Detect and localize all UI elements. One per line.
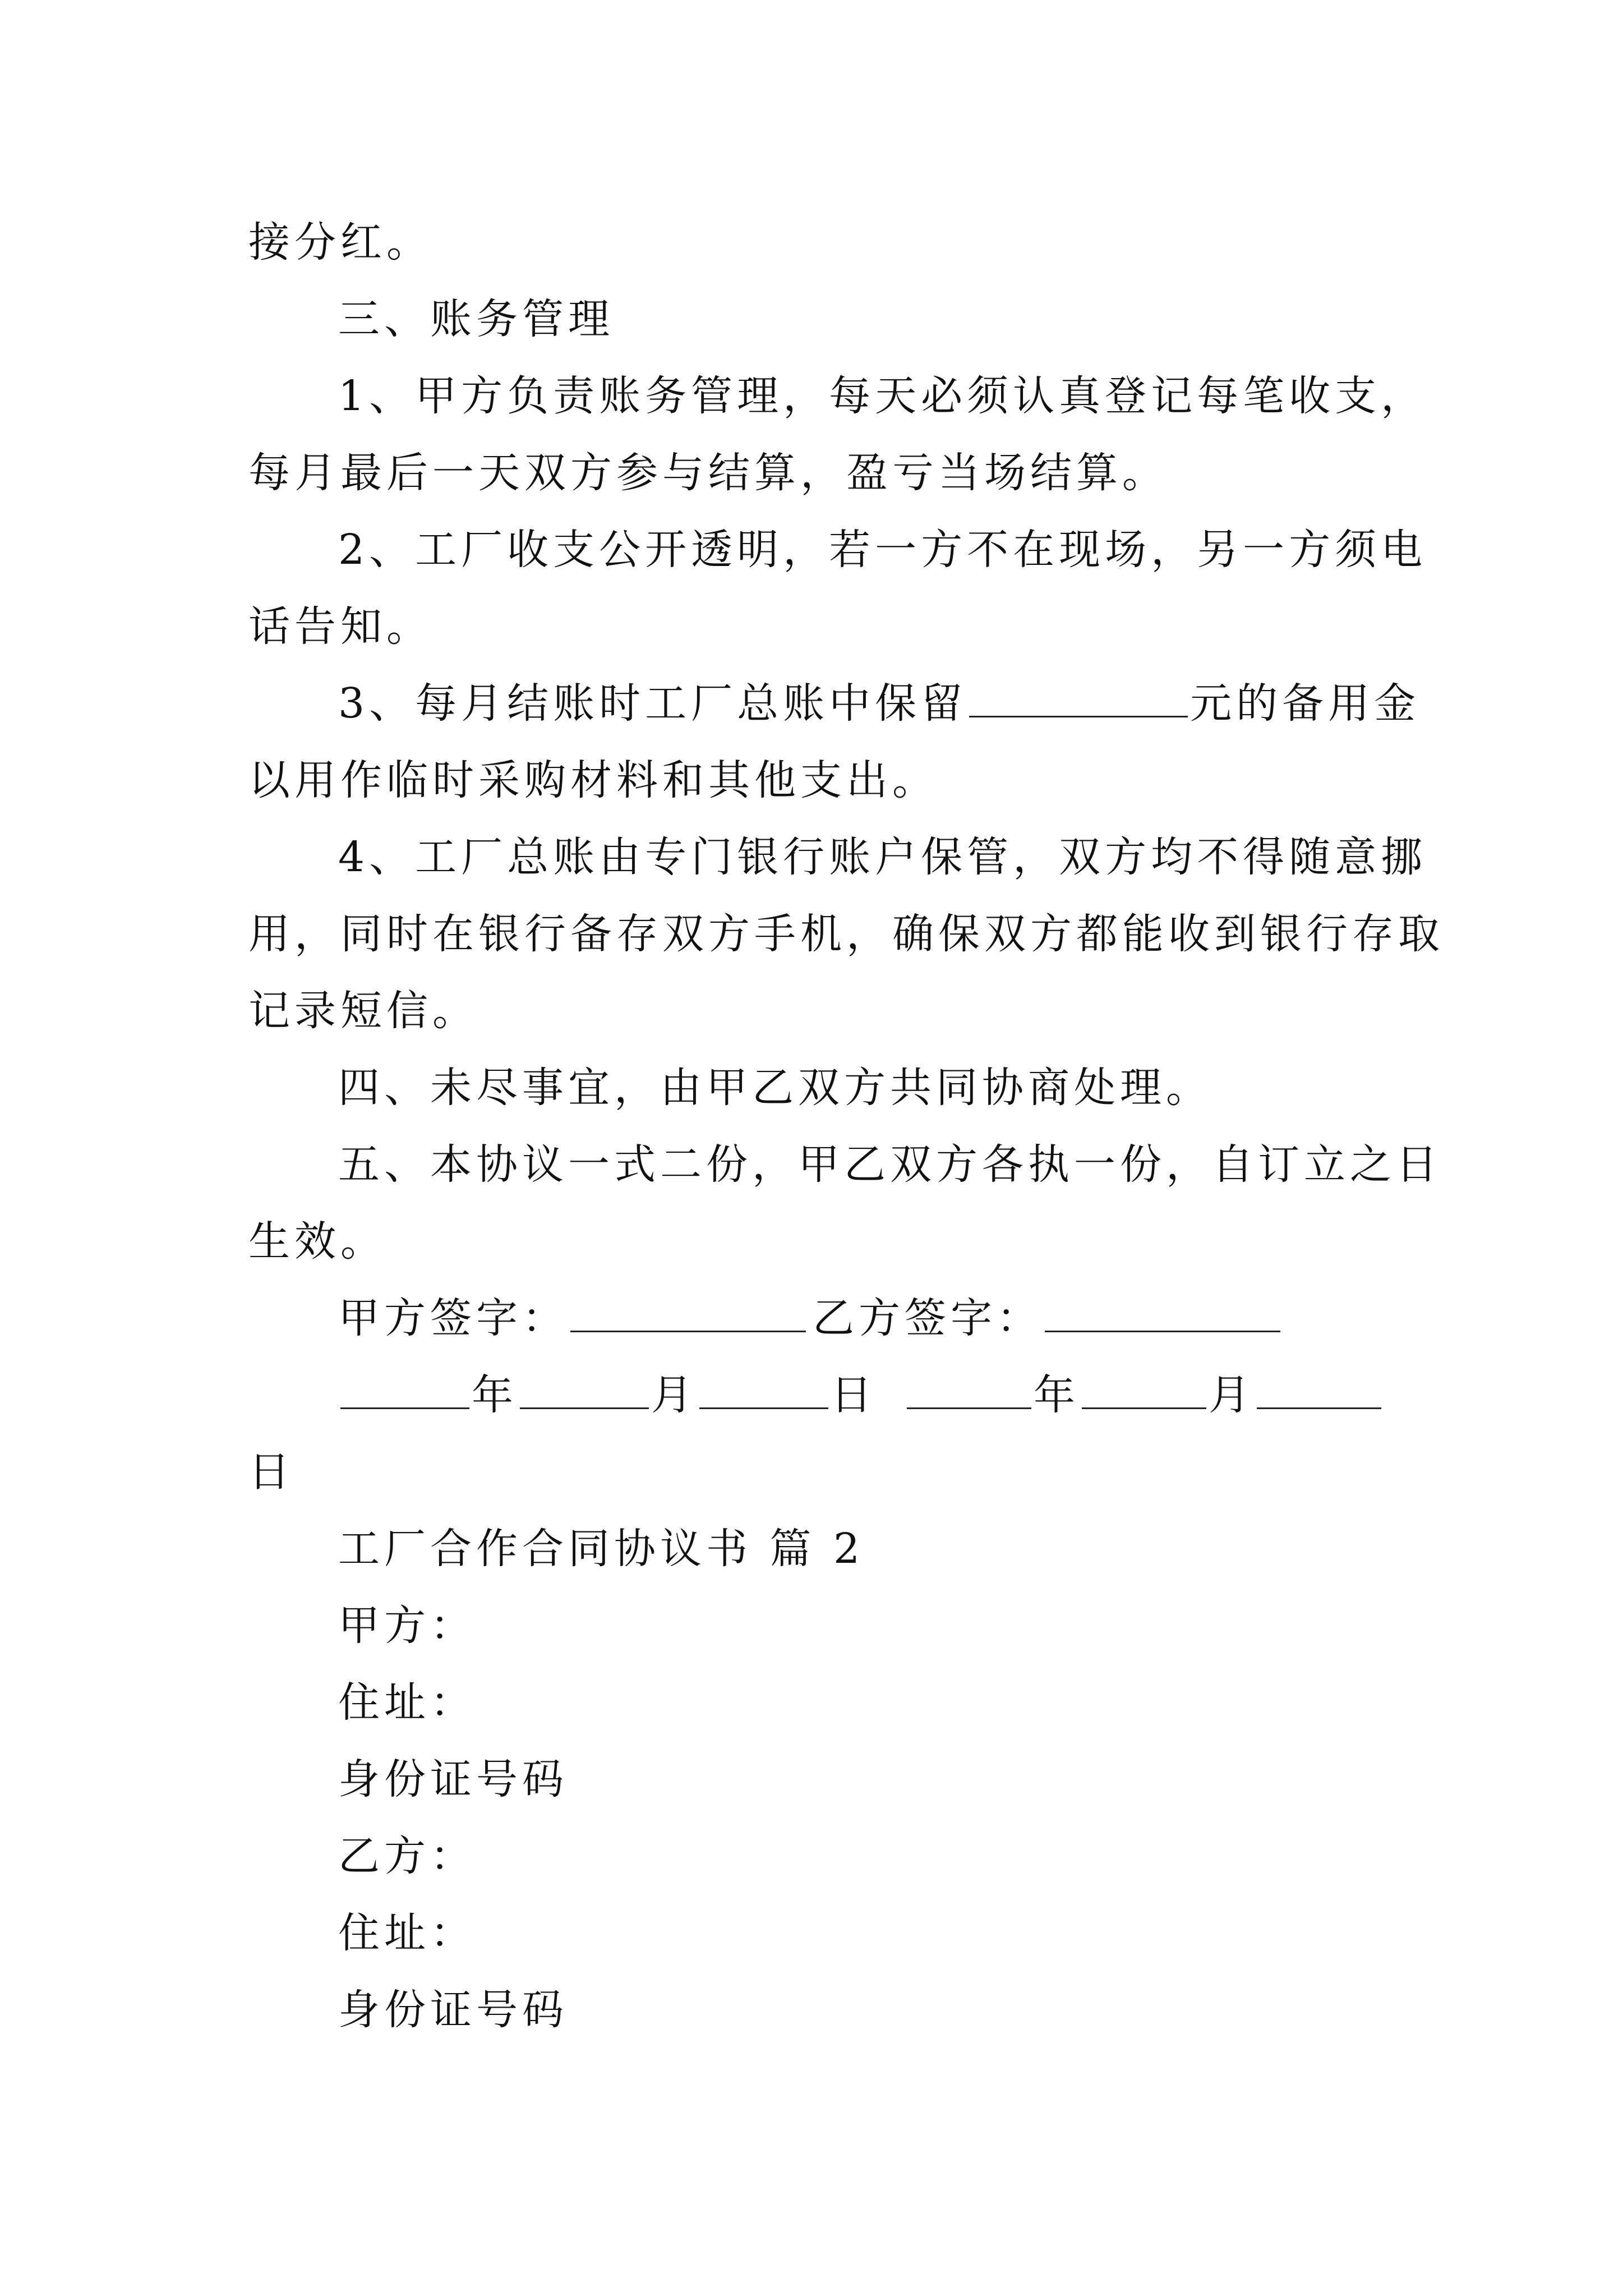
reserve-text-after: 元的备用金 [1190,679,1421,728]
date-line [248,1357,1387,1434]
party-a-signature-label: 甲方签字： [338,1294,568,1342]
signature-line [248,1280,1387,1357]
party-a-day-blank[interactable] [699,1377,828,1409]
year-label: 年 [1034,1371,1080,1419]
party-b-label: 乙方： [338,1832,476,1880]
section-heading-accounting: 三、账务管理 [338,295,614,343]
party-a-signature-blank[interactable] [570,1300,806,1332]
month-label: 月 [1209,1371,1255,1419]
paragraph-line: 用，同时在银行备存双方手机，确保双方都能收到银行存取 [248,910,1444,958]
date-line-day: 日 [248,1448,294,1496]
party-a-id-label: 身份证号码 [338,1755,568,1803]
day-label: 日 [831,1371,877,1419]
party-b-signature-blank[interactable] [1045,1300,1280,1332]
party-b-day-blank[interactable] [1257,1377,1381,1409]
paragraph-line-reserve [248,665,1421,742]
party-b-year-blank[interactable] [907,1377,1031,1409]
paragraph-line: 生效。 [248,1217,386,1266]
year-label: 年 [472,1371,518,1419]
section-five: 五、本协议一式二份，甲乙双方各执一份，自订立之日 [338,1140,1442,1189]
party-b-month-blank[interactable] [1082,1377,1206,1409]
section-title-part-2: 工厂合作合同协议书 篇 2 [338,1525,865,1573]
paragraph-line: 接分红。 [248,218,432,266]
party-a-month-blank[interactable] [520,1377,649,1409]
document-body [248,204,1444,2049]
party-a-label: 甲方： [338,1602,476,1650]
party-b-id-label: 身份证号码 [338,1986,568,2034]
paragraph-line: 记录短信。 [248,987,478,1035]
paragraph-line: 2、工厂收支公开透明，若一方不在现场，另一方须电 [338,526,1427,574]
paragraph-line: 每月最后一天双方参与结算，盈亏当场结算。 [248,449,1168,497]
party-a-address-label: 住址： [338,1678,476,1727]
section-four: 四、未尽事宜，由甲乙双方共同协商处理。 [338,1064,1212,1112]
reserve-amount-blank[interactable] [969,685,1188,717]
paragraph-line: 以用作临时采购材料和其他支出。 [248,756,938,804]
paragraph-line: 话告知。 [248,602,432,651]
party-b-address-label: 住址： [338,1909,476,1957]
paragraph-line: 1、甲方负责账务管理，每天必须认真登记每笔收支， [338,372,1427,420]
party-a-year-blank[interactable] [340,1377,469,1409]
month-label: 月 [651,1371,697,1419]
reserve-text-before: 3、每月结账时工厂总账中保留 [338,679,967,728]
paragraph-line: 4、工厂总账由专门银行账户保管，双方均不得随意挪 [338,833,1427,881]
party-b-signature-label: 乙方签字： [813,1294,1043,1342]
